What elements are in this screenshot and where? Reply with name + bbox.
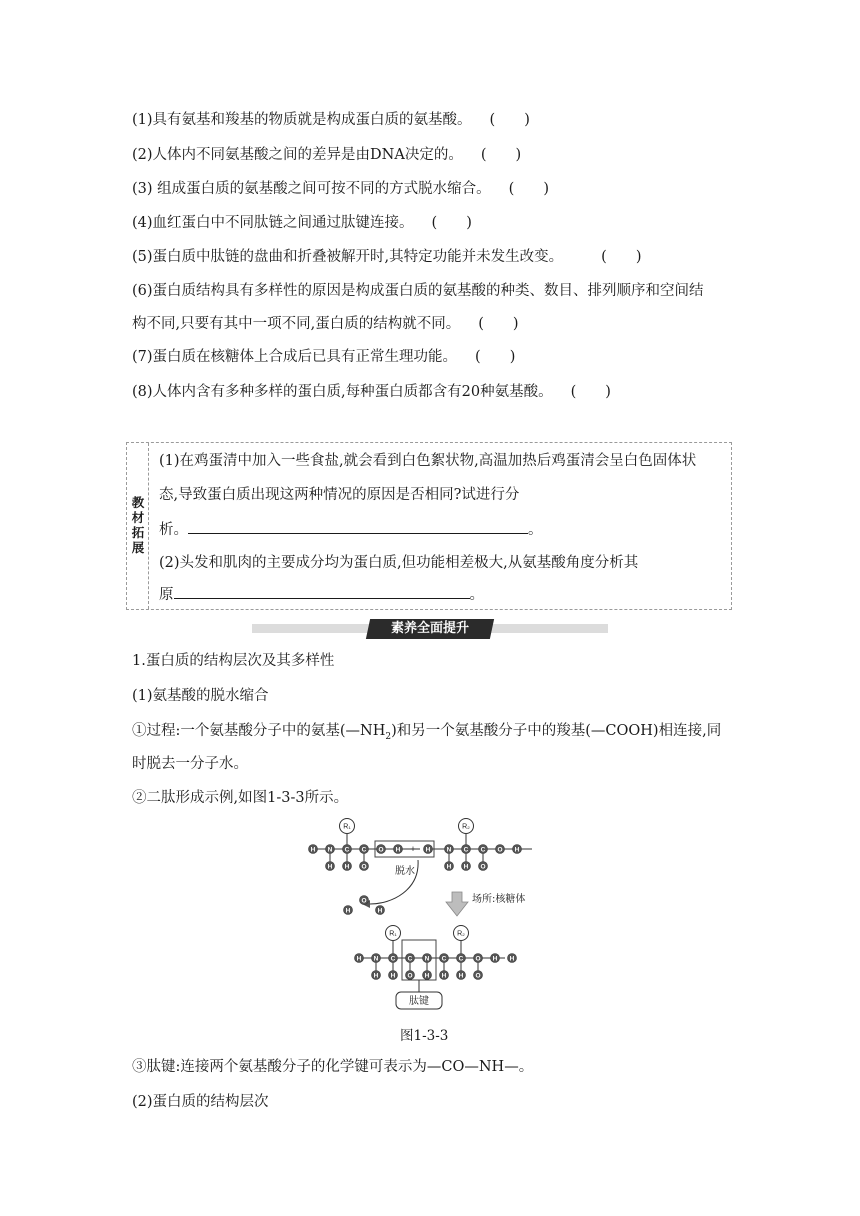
answer-suffix: 。: [469, 587, 484, 603]
atom-label: O: [480, 863, 486, 871]
textbook-extension-box: [126, 442, 732, 610]
section-heading: 1.蛋白质的结构层次及其多样性: [132, 653, 335, 669]
answer-blank[interactable]: [188, 519, 528, 534]
atom-label: C: [480, 846, 486, 854]
extension-q1-line1: (1)在鸡蛋清中加入一些食盐,就会看到白色絮状物,高温加热后鸡蛋清会呈白色固体状: [159, 453, 697, 469]
answer-bracket: ( ): [508, 181, 549, 197]
extension-q2-line1: (2)头发和肌肉的主要成分均为蛋白质,但功能相差极大,从氨基酸角度分析其: [159, 555, 639, 571]
nh2-subscript: 2: [385, 731, 392, 742]
atom-label: N: [446, 846, 452, 854]
atom-label: H: [514, 846, 520, 854]
answer-bracket: ( ): [431, 215, 472, 231]
paragraph-process: [132, 721, 721, 747]
atom-label: C: [458, 955, 464, 963]
answer-bracket: ( ): [489, 112, 530, 128]
answer-bracket: ( ): [475, 349, 516, 365]
paragraph-dipeptide: ②二肽形成示例,如图1-3-3所示。: [132, 790, 349, 806]
atom-label: N: [424, 955, 430, 963]
atom-label: H: [509, 955, 515, 963]
atom-label: H: [310, 846, 316, 854]
r1-group-label: R₁: [389, 930, 397, 938]
process-text-line2: 时脱去一分子水。: [132, 756, 248, 772]
judgment-4: [132, 213, 472, 233]
atom-label: H: [463, 863, 469, 871]
dipeptide-figure: [300, 812, 540, 1024]
atom-label: O: [475, 972, 481, 980]
answer-prefix: 原: [159, 587, 174, 603]
judgment-6a: [132, 281, 704, 301]
paragraph-peptide-bond: ③肽键:连接两个氨基酸分子的化学键可表示为—CO—NH—。: [132, 1059, 534, 1075]
judgment-text: (1)具有氨基和羧基的物质就是构成蛋白质的氨基酸。: [132, 112, 472, 128]
atom-label: C: [361, 846, 367, 854]
figure-caption: 图1-3-3: [400, 1028, 449, 1044]
atom-label: H: [446, 863, 452, 871]
judgment-text: (4)血红蛋白中不同肽链之间通过肽键连接。: [132, 215, 414, 231]
atom-label: H: [395, 846, 401, 854]
atom-label: C: [463, 846, 469, 854]
banner-text: 素养全面提升: [390, 621, 469, 636]
answer-bracket: ( ): [601, 249, 642, 265]
atom-label: C: [407, 955, 413, 963]
answer-blank[interactable]: [174, 584, 470, 599]
extension-q1-line2: 态,导致蛋白质出现这两种情况的原因是否相同?试进行分: [159, 487, 520, 503]
atom-label: C: [441, 955, 447, 963]
atom-label: O: [361, 863, 367, 871]
plus-sign: +: [410, 844, 416, 854]
atom-label: H: [327, 863, 333, 871]
atom-label: O: [407, 972, 413, 980]
atom-label: H: [425, 846, 431, 854]
atom-label: C: [344, 846, 350, 854]
section-banner: [366, 619, 494, 639]
r2-group-label: R₂: [462, 823, 470, 831]
judgment-1: [132, 110, 530, 130]
process-text-a: ①过程:一个氨基酸分子中的氨基(—NH: [132, 723, 386, 739]
judgment-5: [132, 247, 641, 267]
atom-label: H: [441, 972, 447, 980]
site-label: 场所:核糖体: [472, 894, 526, 905]
judgment-8: [132, 382, 611, 402]
atom-label: H: [344, 863, 350, 871]
judgment-text: (2)人体内不同氨基酸之间的差异是由DNA决定的。: [132, 147, 463, 163]
atom-label: H: [458, 972, 464, 980]
judgment-text: (8)人体内含有多种多样的蛋白质,每种蛋白质都含有20种氨基酸。: [132, 384, 553, 400]
extension-side-label: [127, 443, 149, 609]
atom-label: O: [497, 846, 503, 854]
atom-label: C: [390, 955, 396, 963]
atom-label: H: [356, 955, 362, 963]
judgment-7: [132, 347, 515, 367]
atom-label: O: [475, 955, 481, 963]
subheading-2: (2)蛋白质的结构层次: [132, 1094, 269, 1110]
judgment-text: (3) 组成蛋白质的氨基酸之间可按不同的方式脱水缩合。: [132, 181, 491, 197]
process-text-b: )和另一个氨基酸分子中的羧基(—COOH)相连接,同: [391, 723, 722, 739]
judgment-text: (6)蛋白质结构具有多样性的原因是构成蛋白质的氨基酸的种类、数目、排列顺序和空间结: [132, 283, 704, 299]
judgment-6b: [132, 314, 519, 334]
judgment-3: [132, 179, 549, 199]
atom-label: H: [424, 972, 430, 980]
answer-suffix: 。: [528, 522, 543, 538]
extension-q1-line3: [159, 519, 543, 540]
atom-label: O: [378, 846, 384, 854]
atom-label: N: [373, 955, 379, 963]
atom-label: N: [327, 846, 333, 854]
answer-bracket: ( ): [480, 147, 522, 163]
peptide-bond-label: 肽键: [409, 996, 429, 1007]
atom-label: H: [377, 907, 383, 915]
extension-q2-line2: [159, 584, 484, 605]
judgment-text: (7)蛋白质在核糖体上合成后已具有正常生理功能。: [132, 349, 458, 365]
r1-group-label: R₁: [343, 823, 351, 831]
atom-label: H: [492, 955, 498, 963]
judgment-text: 构不同,只要有其中一项不同,蛋白质的结构就不同。: [132, 316, 461, 332]
judgment-2: [132, 145, 521, 165]
atom-label: H: [390, 972, 396, 980]
dehydration-label: 脱水: [395, 866, 415, 877]
extension-label: 教材拓展: [131, 495, 145, 555]
down-arrow-icon: [446, 892, 468, 916]
subheading-1: (1)氨基酸的脱水缩合: [132, 688, 269, 704]
answer-bracket: ( ): [478, 316, 519, 332]
judgment-text: (5)蛋白质中肽链的盘曲和折叠被解开时,其特定功能并未发生改变。: [132, 249, 564, 265]
atom-label: O: [361, 897, 367, 905]
answer-bracket: ( ): [570, 384, 611, 400]
atom-label: H: [373, 972, 379, 980]
answer-prefix: 析。: [159, 522, 188, 538]
atom-label: H: [345, 907, 351, 915]
r2-group-label: R₂: [457, 930, 465, 938]
